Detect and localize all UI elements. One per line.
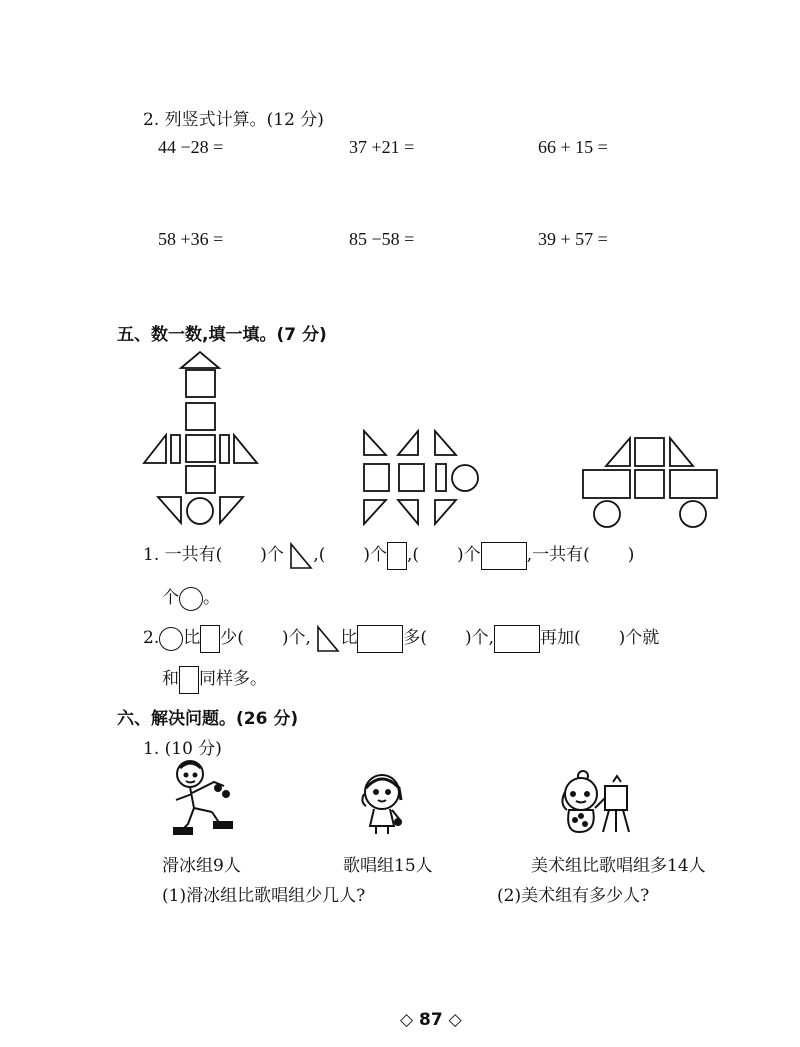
fig2-square [399, 464, 424, 491]
triangle-icon [316, 625, 340, 653]
car-triangle [606, 438, 630, 466]
rocket-square [186, 403, 215, 430]
rectangle-icon [481, 542, 527, 570]
artist-illustration [557, 768, 639, 838]
question-2: (2)美术组有多少人? [497, 886, 650, 906]
square-icon [387, 542, 407, 570]
car-wheel [594, 501, 620, 527]
section5-q2-line2: 和 同样多。 [162, 664, 267, 694]
section5-q1-line1: 1. 一共有( )个 ,( )个 ,( )个 ,一共有( ) [143, 540, 634, 570]
vertical-calc-title: 2. 列竖式计算。(12 分) [143, 110, 324, 130]
rocket-right-bar [220, 435, 229, 463]
car-square [635, 438, 664, 466]
rocket-left-triangle [144, 435, 166, 463]
shapes-figure-two [355, 425, 490, 530]
rocket-circle [187, 498, 213, 524]
rocket-bottom-right-triangle [220, 497, 243, 523]
circle-icon [179, 587, 203, 611]
rocket-square [186, 370, 215, 397]
section5-title: 五、数一数,填一填。(7 分) [117, 325, 327, 345]
fig2-bar [436, 464, 446, 491]
section5-q2-line1: 2. 比 少( )个, 比 多( )个, 再加( )个就 [143, 623, 659, 653]
rectangle-icon [357, 625, 403, 653]
question-1: (1)滑冰组比歌唱组少几人? [162, 886, 366, 906]
page-number: ◇ 87 ◇ [400, 1010, 462, 1030]
rocket-square [186, 435, 215, 462]
car-square [635, 470, 664, 498]
caption-skating: 滑冰组9人 [162, 856, 241, 876]
fig2-triangle [364, 431, 386, 455]
circle-icon [159, 627, 183, 651]
fig2-square [364, 464, 389, 491]
car-figure [580, 432, 725, 532]
calc-item: 39 + 57 = [538, 229, 608, 249]
caption-art: 美术组比歌唱组多14人 [531, 856, 706, 876]
section6-q1-label: 1. (10 分) [143, 739, 222, 759]
caption-singing: 歌唱组15人 [343, 856, 433, 876]
fig2-triangle [398, 500, 418, 524]
skater-illustration [168, 758, 248, 840]
calc-item: 85 −58 = [349, 229, 415, 249]
fig2-triangle [435, 431, 456, 455]
triangle-icon [289, 542, 313, 570]
rocket-top-triangle [181, 352, 219, 368]
section6-title: 六、解决问题。(26 分) [117, 709, 299, 729]
car-rect [583, 470, 630, 498]
rectangle-icon [494, 625, 540, 653]
calc-item: 44 −28 = [158, 137, 224, 157]
rocket-right-triangle [234, 435, 257, 463]
rocket-square [186, 466, 215, 493]
calc-item: 37 +21 = [349, 137, 415, 157]
rocket-bottom-left-triangle [158, 497, 181, 523]
calc-item: 66 + 15 = [538, 137, 608, 157]
car-rect [670, 470, 717, 498]
rocket-figure [140, 350, 270, 530]
rocket-left-bar [171, 435, 180, 463]
fig2-triangle [398, 431, 418, 455]
fig2-triangle [435, 500, 456, 524]
singer-illustration [354, 772, 414, 838]
fig2-circle [452, 465, 478, 491]
car-wheel [680, 501, 706, 527]
car-triangle [670, 438, 693, 466]
calc-item: 58 +36 = [158, 229, 224, 249]
square-icon [179, 666, 199, 694]
square-icon [200, 625, 220, 653]
section5-q1-line2: 个 。 [162, 583, 220, 611]
fig2-triangle [364, 500, 386, 524]
